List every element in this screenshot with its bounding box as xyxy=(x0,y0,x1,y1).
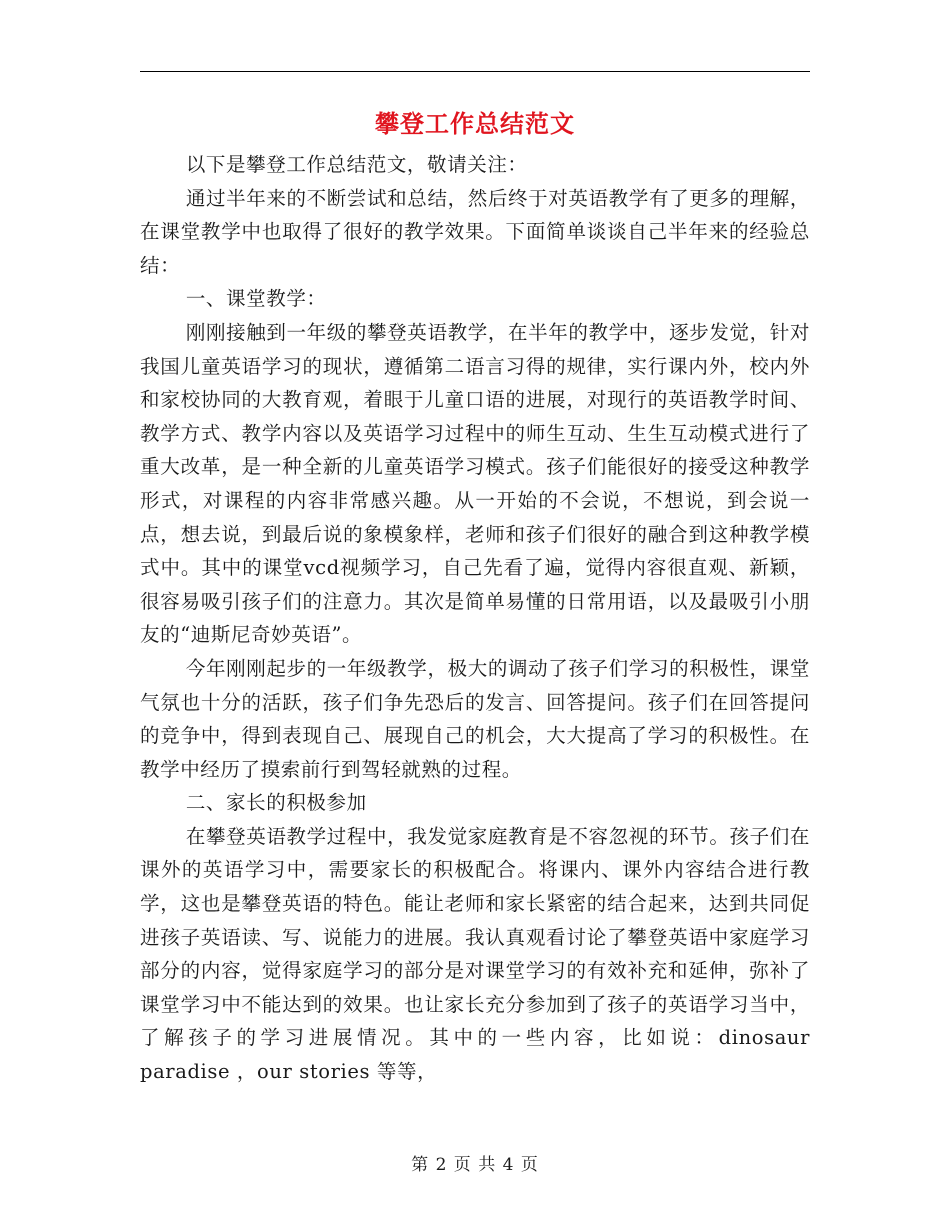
section-heading-classroom: 一、课堂教学： xyxy=(185,287,327,311)
header-rule xyxy=(140,71,810,72)
document-body xyxy=(140,148,810,1089)
section-heading-parents: 二、家长的积极参加 xyxy=(185,791,367,815)
paragraph-first-grade: 今年刚刚起步的一年级教学，极大的调动了孩子们学习的积极性，课堂气氛也十分的活跃，孩子们争先恐后的发言、回答提问。孩子们在回答提问的竞争中，得到表现自己、展现自己的机会，大大提高了学习的积极性。在教学中经历了摸索前行到驾轻就熟的过程。 xyxy=(140,656,810,781)
paragraph-intro: 以下是攀登工作总结范文，敬请关注： xyxy=(185,153,528,176)
paragraph-classroom-teaching: 刚刚接触到一年级的攀登英语教学，在半年的教学中，逐步发觉，针对我国儿童英语学习的现状，遵循第二语言习得的规律，实行课内外，校内外和家校协同的大教育观，着眼于儿童口语的进展，对现行的英语教学时间、教学方式、教学内容以及英语学习过程中的师生互动、生生互动模式进行了重大改革，是一种全新的儿童英语学习模式。孩子们能很好的接受这种教学形式，对课程的内容非常感兴趣。从一开始的不会说，不想说，到会说一点，想去说，到最后说的象模象样，老师和孩子们很好的融合到这种教学模式中。其中的课堂vcd视频学习，自己先看了遍，觉得内容很直观、新颖，很容易吸引孩子们的注意力。其次是简单易懂的日常用语，以及最吸引小朋友的“迪斯尼奇妙英语”。 xyxy=(140,320,810,647)
page-footer: 第 2 页 共 4 页 xyxy=(411,1155,539,1175)
document-title: 攀登工作总结范文 xyxy=(375,109,575,138)
paragraph-summary: 通过半年来的不断尝试和总结，然后终于对英语教学有了更多的理解，在课堂教学中也取得了很好的教学效果。下面简单谈谈自己半年来的经验总结： xyxy=(140,186,810,277)
paragraph-family-education: 在攀登英语教学过程中，我发觉家庭教育是不容忽视的环节。孩子们在课外的英语学习中，需要家长的积极配合。将课内、课外内容结合进行教学，这也是攀登英语的特色。能让老师和家长紧密的结合起来，达到共同促进孩子英语读、写、说能力的进展。我认真观看讨论了攀登英语中家庭学习部分的内容，觉得家庭学习的部分是对课堂学习的有效补充和延伸，弥补了课堂学习中不能达到的效果。也让家长充分参加到了孩子的英语学习当中，了解孩子的学习进展情况。其中的一些内容，比如说：dinosaur paradise ，our stories 等等， xyxy=(140,824,810,1084)
